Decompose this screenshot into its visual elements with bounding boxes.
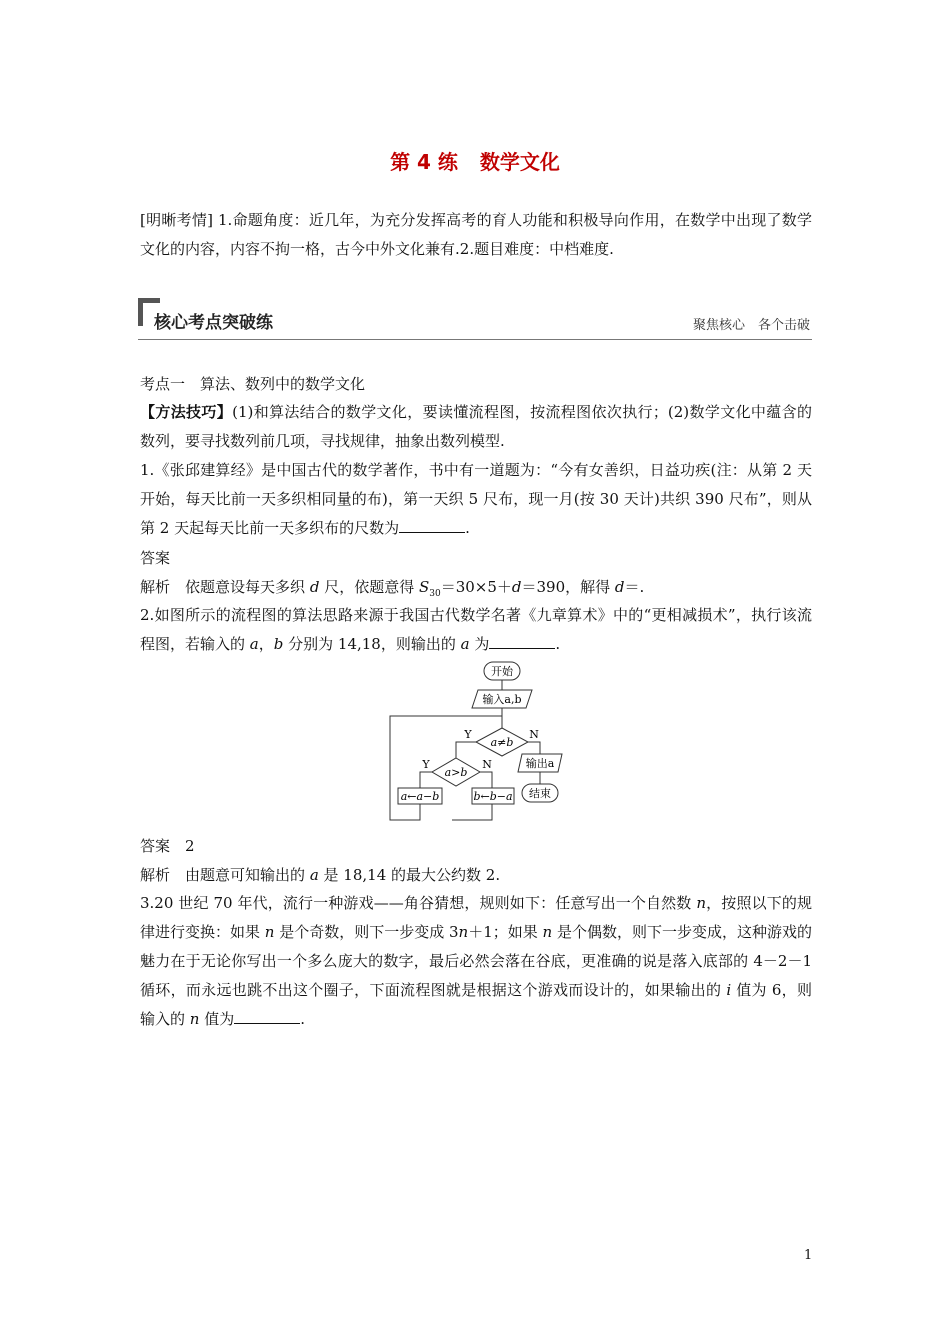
q3-text: ，按照以下的规律进行变换：如果	[140, 894, 812, 941]
tips-label: 【方法技巧】	[140, 403, 233, 421]
analysis-text: ＝30×5＋	[440, 578, 512, 596]
flow-box-left-label: a←a−b	[400, 790, 440, 803]
flow-end-label: 结束	[529, 787, 551, 800]
answer-label: 答案	[140, 837, 171, 855]
q2-end: .	[555, 635, 561, 653]
intro-paragraph	[140, 206, 812, 264]
analysis-text: 尺，依题意得	[319, 578, 419, 596]
math-subscript: 30	[429, 589, 441, 599]
flow-yes-label: Y	[464, 728, 472, 741]
q1-answer	[140, 547, 170, 568]
math-var: n	[458, 923, 469, 941]
flow-box-right-label: b←b−a	[473, 790, 513, 803]
topic-heading: 考点一 算法、数列中的数学文化	[140, 375, 366, 393]
page-number: 1	[804, 1248, 813, 1263]
flow-no-label: N	[529, 728, 539, 741]
q2-text: ，	[258, 635, 274, 653]
q2-text: 分别为 14,18，则输出的	[283, 635, 461, 653]
analysis-text: ＝.	[624, 578, 645, 596]
math-var: a	[460, 635, 470, 653]
section-rule	[138, 339, 812, 340]
answer-blank	[399, 518, 465, 533]
q3-text: ＋1；如果	[468, 923, 543, 941]
analysis-label: 解析	[140, 578, 171, 596]
math-var: n	[542, 923, 553, 941]
flowchart-diagram	[388, 658, 568, 826]
flow-cond1-label: a≠b	[490, 736, 514, 749]
flow-output-label: 输出a	[525, 757, 555, 770]
math-var: a	[249, 635, 259, 653]
math-var: n	[696, 894, 707, 912]
math-var: a	[309, 866, 319, 884]
section-title: 核心考点突破练	[154, 313, 273, 333]
answer-blank	[234, 1009, 300, 1024]
math-var: n	[264, 923, 275, 941]
question-1	[140, 456, 812, 543]
flow-yes-label-2: Y	[422, 758, 430, 771]
analysis-text: 由题意可知输出的	[185, 866, 310, 884]
flow-no-label-2: N	[482, 758, 492, 771]
analysis-text: 是 18,14 的最大公约数 2.	[318, 866, 501, 884]
flow-input-label: 输入a,b	[482, 693, 522, 706]
answer-label: 答案	[140, 549, 171, 567]
q1-text: 1.《张邱建算经》是中国古代的数学著作，书中有一道题为：“今有女善织，日益功疾(注：从第 2 天开始，每天比前一天多织相同量的布)，第一天织 5 尺布，现一月(按 30 天计)共织 390 尺布”，则从第 2 天起每天比前一天多织布的尺数为	[140, 461, 812, 537]
answer-value: 2	[185, 837, 195, 855]
q3-text: 值为 6，则输入的	[140, 981, 812, 1028]
tips-text: (1)和算法结合的数学文化，要读懂流程图，按流程图依次执行；(2)数学文化中蕴含的数列，要寻找数列前几项，寻找规律，抽象出数列模型.	[140, 403, 812, 450]
page-title	[0, 146, 950, 175]
section-corner-mark-h	[138, 298, 160, 303]
q2-text: 为	[469, 635, 490, 653]
q2-answer	[140, 835, 195, 856]
tips-paragraph	[140, 398, 812, 456]
math-var: d	[511, 578, 522, 596]
q3-text: 3.20 世纪 70 年代，流行一种游戏——角谷猜想，规则如下：任意写出一个自然数	[140, 894, 697, 912]
math-var: n	[189, 1010, 200, 1028]
q1-end: .	[465, 519, 470, 537]
q3-text: 是个奇数，则下一步变成 3	[274, 923, 459, 941]
analysis-text: ＝390，解得	[521, 578, 615, 596]
question-2	[140, 601, 812, 659]
question-3	[140, 889, 812, 1034]
title-part2: 数学文化	[479, 150, 560, 174]
math-var: i	[726, 981, 732, 999]
flow-cond2-label: a>b	[444, 766, 468, 779]
section-header	[138, 298, 812, 340]
q1-analysis	[140, 576, 644, 599]
math-var: d	[309, 578, 320, 596]
q3-text: 值为	[199, 1010, 235, 1028]
intro-label: [明晰考情]	[140, 211, 213, 229]
section-subtitle: 聚焦核心 各个击破	[692, 318, 810, 333]
flow-start-label: 开始	[491, 665, 513, 678]
intro-text2: 2.题目难度：中档难度.	[459, 240, 614, 258]
q2-text: 2.如图所示的流程图的算法思路来源于我国古代数学名著《九章算术》中的“更相减损术”，执行该流程图，若输入的	[140, 606, 812, 653]
q3-end: .	[300, 1010, 306, 1028]
math-var: d	[614, 578, 625, 596]
intro-text1: 1.命题角度：近几年，为充分发挥高考的育人功能和积极导向作用，在数学中出现了数学文化的内容，内容不拘一格，古今中外文化兼有.	[140, 211, 812, 258]
answer-blank	[489, 634, 555, 649]
q2-analysis	[140, 864, 500, 885]
math-var: S	[418, 578, 430, 596]
analysis-label: 解析	[140, 866, 171, 884]
title-part1: 第 4 练	[390, 150, 458, 174]
q3-text: 是个偶数，则下一步变成，这种游戏的魅力在于无论你写出一个多么庞大的数字，最后必然会落在谷底，更准确的说是落入底部的 4－2－1 循环，而永远也跳不出这个圈子，下面流程图就是根据这个游戏而设计的，如果输出的	[140, 923, 812, 999]
math-var: b	[273, 635, 284, 653]
analysis-text: 依题意设每天多织	[185, 578, 310, 596]
